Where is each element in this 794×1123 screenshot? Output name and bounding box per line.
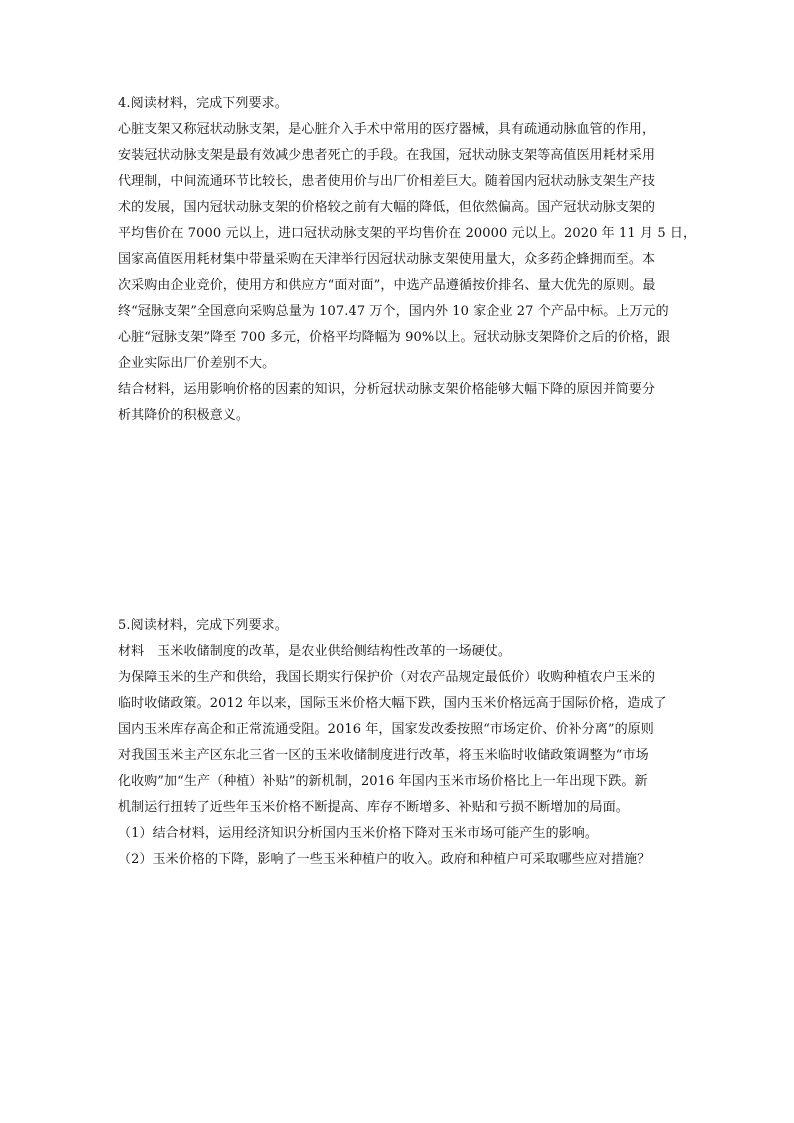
q5-material-line-3: 国内玉米库存高企和正常流通受阻。2016 年，国家发改委按照“市场定价、价补分离”的原则 [118,722,654,737]
question-4-title: 4.阅读材料，完成下列要求。 [118,96,288,111]
q5-material-line-2: 临时收储政策。2012 年以来，国际玉米价格大幅下跌，国内玉米价格远高于国际价格，造成了 [118,696,667,711]
q4-material-line-6: 国家高值医用耗材集中带量采购在天津举行因冠状动脉支架使用量大，众多药企蜂拥而至。本 [118,252,656,267]
q4-material-line-3: 代理制，中间流通环节比较长，患者使用价与出厂价相差巨大。随着国内冠状动脉支架生产技 [118,174,656,189]
question-5-title: 5.阅读材料，完成下列要求。 [118,618,288,633]
q4-material-line-8: 终“冠脉支架”全国意向采购总量为 107.47 万个，国内外 10 家企业 27 个产品中标。上万元的 [118,304,669,319]
q5-sub-question-2: （2）玉米价格的下降，影响了一些玉米种植户的收入。政府和种植户可采取哪些应对措施？ [118,852,651,867]
q4-material-line-10: 企业实际出厂价差别不大。 [118,356,276,371]
q5-material-label: 材料 玉米收储制度的改革，是农业供给侧结构性改革的一场硬仗。 [118,644,512,659]
q5-material-line-6: 机制运行扭转了近些年玉米价格不断提高、库存不断增多、补贴和亏损不断增加的局面。 [118,800,629,815]
q4-material-line-1: 心脏支架又称冠状动脉支架，是心脏介入手术中常用的医疗器械，具有疏通动脉血管的作用， [118,122,656,137]
q5-material-line-4: 对我国玉米主产区东北三省一区的玉米收储制度进行改革，将玉米临时收储政策调整为“市场 [118,748,649,763]
q4-material-line-5: 平均售价在 7000 元以上，进口冠状动脉支架的平均售价在 20000 元以上。2020 年 11 月 5 日， [118,226,697,241]
q4-material-line-4: 术的发展，国内冠状动脉支架的价格较之前有大幅的降低，但依然偏高。国产冠状动脉支架的 [118,200,656,215]
q4-material-line-9: 心脏“冠脉支架”降至 700 多元，价格平均降幅为 90%以上。冠状动脉支架降价之后的价格，跟 [118,330,671,345]
q4-material-line-2: 安装冠状动脉支架是最有效减少患者死亡的手段。在我国，冠状动脉支架等高值医用耗材采用 [118,148,656,163]
q4-question-line-1: 结合材料，运用影响价格的因素的知识，分析冠状动脉支架价格能够大幅下降的原因并简要分 [118,382,656,397]
q4-material-line-7: 次采购由企业竞价，使用方和供应方“面对面”，中选产品遵循按价排名、量大优先的原则。最 [118,278,656,293]
q5-material-line-1: 为保障玉米的生产和供给，我国长期实行保护价（对农产品规定最低价）收购种植农户玉米的 [118,670,656,685]
q5-material-line-5: 化收购”加“生产（种植）补贴”的新机制，2016 年国内玉米市场价格比上一年出现下跌。新 [118,774,648,789]
q5-sub-question-1: （1）结合材料，运用经济知识分析国内玉米价格下降对玉米市场可能产生的影响。 [118,826,598,841]
q4-question-line-2: 析其降价的积极意义。 [118,408,250,423]
